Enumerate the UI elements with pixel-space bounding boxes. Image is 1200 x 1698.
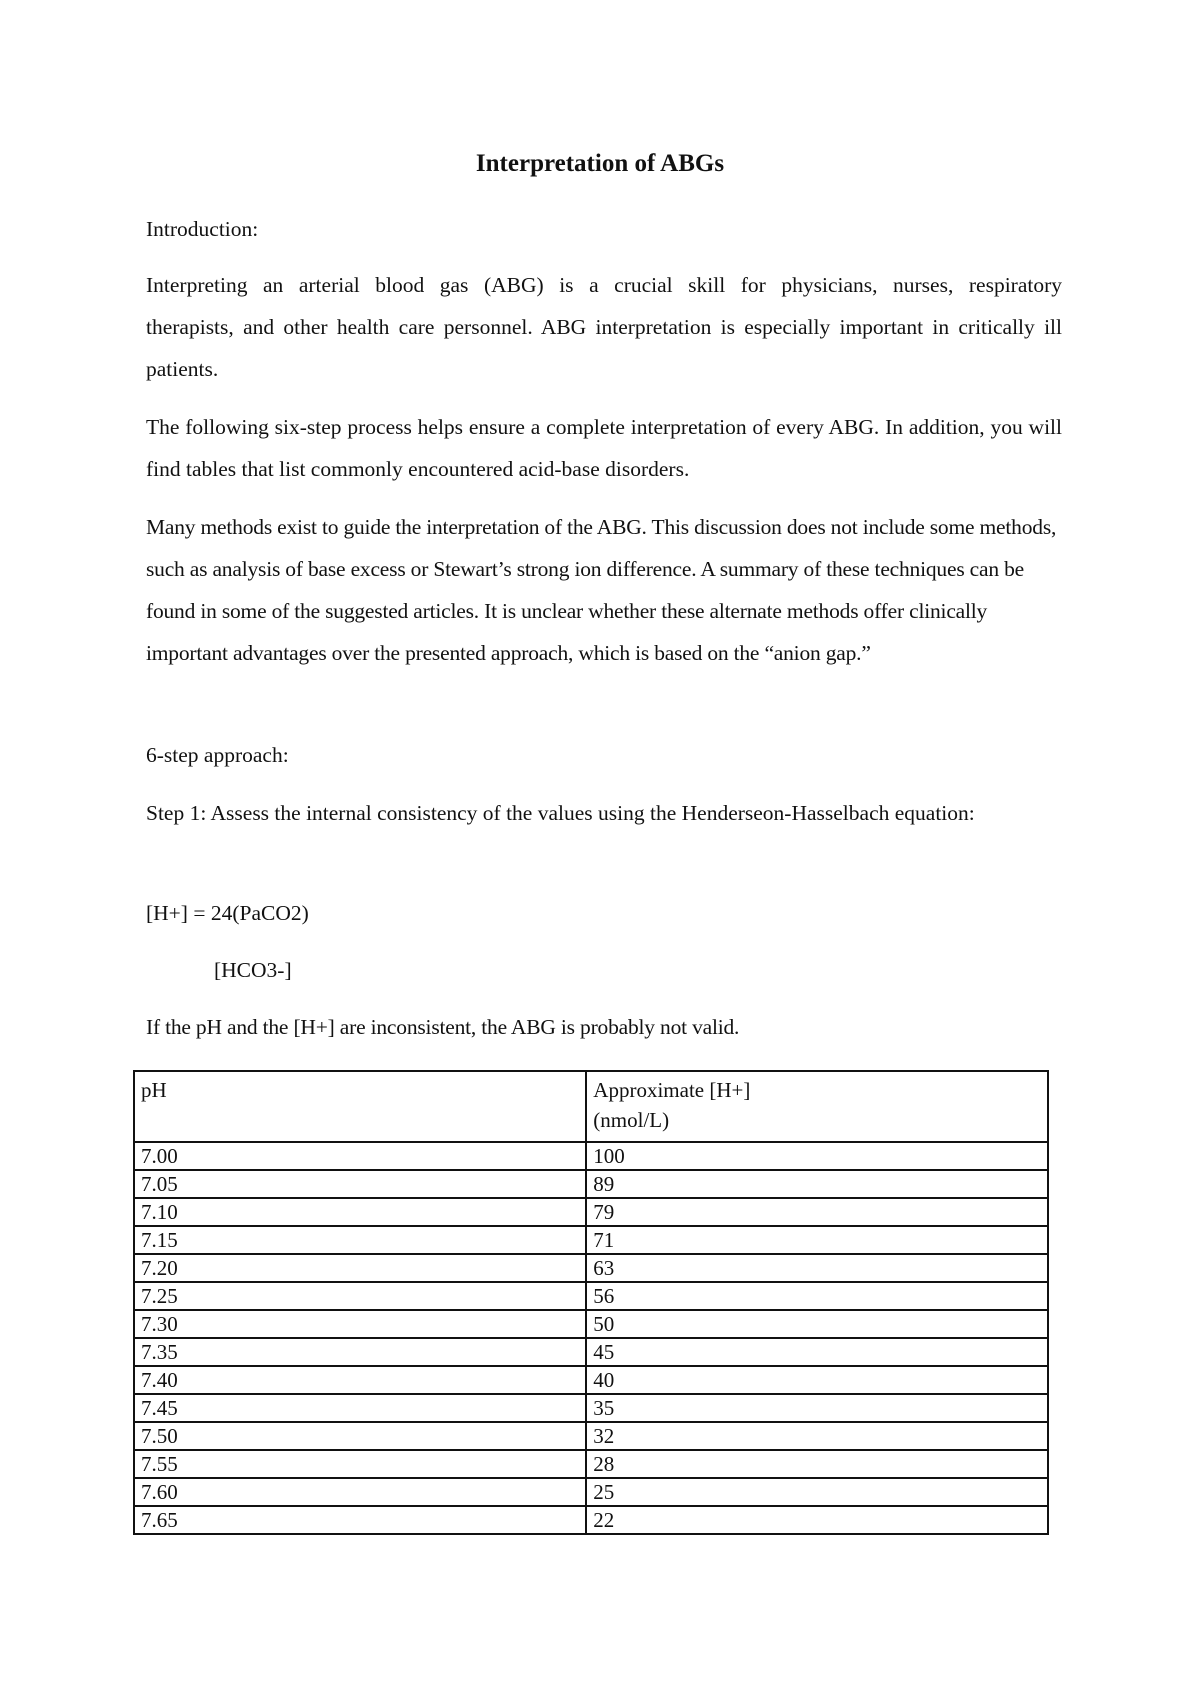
ph-cell: 7.30 [134,1310,586,1338]
table-row [134,1478,1048,1506]
h-cell: 22 [586,1506,1048,1534]
table-row [134,1226,1048,1254]
ph-conversion-table [133,1070,1049,1535]
step-1 [146,792,1062,834]
table-row [134,1338,1048,1366]
formula-line-2: [HCO3-] [214,958,292,982]
h-cell: 25 [586,1478,1048,1506]
table-row [134,1506,1048,1534]
inconsistency-note [146,1006,1062,1048]
process-paragraph [146,406,1062,490]
table-row [134,1310,1048,1338]
h-cell: 45 [586,1338,1048,1366]
table-row [134,1254,1048,1282]
table-row [134,1282,1048,1310]
h-cell: 63 [586,1254,1048,1282]
intro-label: Introduction: [146,217,259,241]
header-ph [134,1071,586,1142]
table-row [134,1198,1048,1226]
inconsistency-text: If the pH and the [H+] are inconsistent, the ABG is probably not valid. [146,1015,740,1039]
table-row [134,1450,1048,1478]
ph-cell: 7.05 [134,1170,586,1198]
paragraph-2: The following six-step process helps ensure a complete interpretation of every ABG. In addition, you will find tables that list commonly encountered acid-base disorders. [146,415,1062,481]
six-step-label: 6-step approach: [146,743,289,767]
ph-cell: 7.10 [134,1198,586,1226]
ph-cell: 7.15 [134,1226,586,1254]
ph-cell: 7.25 [134,1282,586,1310]
intro-heading [146,208,1062,250]
h-cell: 56 [586,1282,1048,1310]
ph-cell: 7.50 [134,1422,586,1450]
h-cell: 79 [586,1198,1048,1226]
six-step-heading [146,734,1062,776]
paragraph-1: Interpreting an arterial blood gas (ABG) is a crucial skill for physicians, nurses, respiratory therapists, and other health care personnel. ABG interpretation is especially important in critically ill patients. [146,273,1062,381]
h-cell: 50 [586,1310,1048,1338]
table-row [134,1170,1048,1198]
h-cell: 35 [586,1394,1048,1422]
header-h-label-line2: (nmol/L) [593,1108,670,1132]
ph-cell: 7.45 [134,1394,586,1422]
table-header-row [134,1071,1048,1142]
h-cell: 100 [586,1142,1048,1170]
h-cell: 32 [586,1422,1048,1450]
h-cell: 71 [586,1226,1048,1254]
header-h-label-line1: Approximate [H+] [593,1078,751,1102]
ph-cell: 7.55 [134,1450,586,1478]
h-cell: 40 [586,1366,1048,1394]
ph-cell: 7.35 [134,1338,586,1366]
ph-cell: 7.65 [134,1506,586,1534]
formula-line-1: [H+] = 24(PaCO2) [146,901,309,925]
h-cell: 28 [586,1450,1048,1478]
ph-cell: 7.40 [134,1366,586,1394]
ph-cell: 7.20 [134,1254,586,1282]
table-row [134,1394,1048,1422]
paragraph-3: Many methods exist to guide the interpretation of the ABG. This discussion does not include some methods, such as analysis of base excess or Stewart’s strong ion difference. A summary of these techniques can be found in some of the suggested articles. It is unclear whether these alternate methods offer clinically important advantages over the presented approach, which is based on the “anion gap.” [146,515,1057,665]
ph-cell: 7.00 [134,1142,586,1170]
header-h-concentration [586,1071,1048,1142]
step-1-text: Step 1: Assess the internal consistency of the values using the Henderseon-Hasselbach equation: [146,801,975,825]
table-body [134,1142,1048,1534]
table-row [134,1366,1048,1394]
table-row [134,1422,1048,1450]
intro-paragraph [146,264,1062,390]
formula-numerator [146,892,1062,934]
header-ph-label: pH [141,1078,167,1102]
formula-denominator [214,949,1130,991]
ph-cell: 7.60 [134,1478,586,1506]
h-cell: 89 [586,1170,1048,1198]
document-title: Interpretation of ABGs [475,150,725,177]
methods-paragraph [146,506,1062,674]
table-row [134,1142,1048,1170]
